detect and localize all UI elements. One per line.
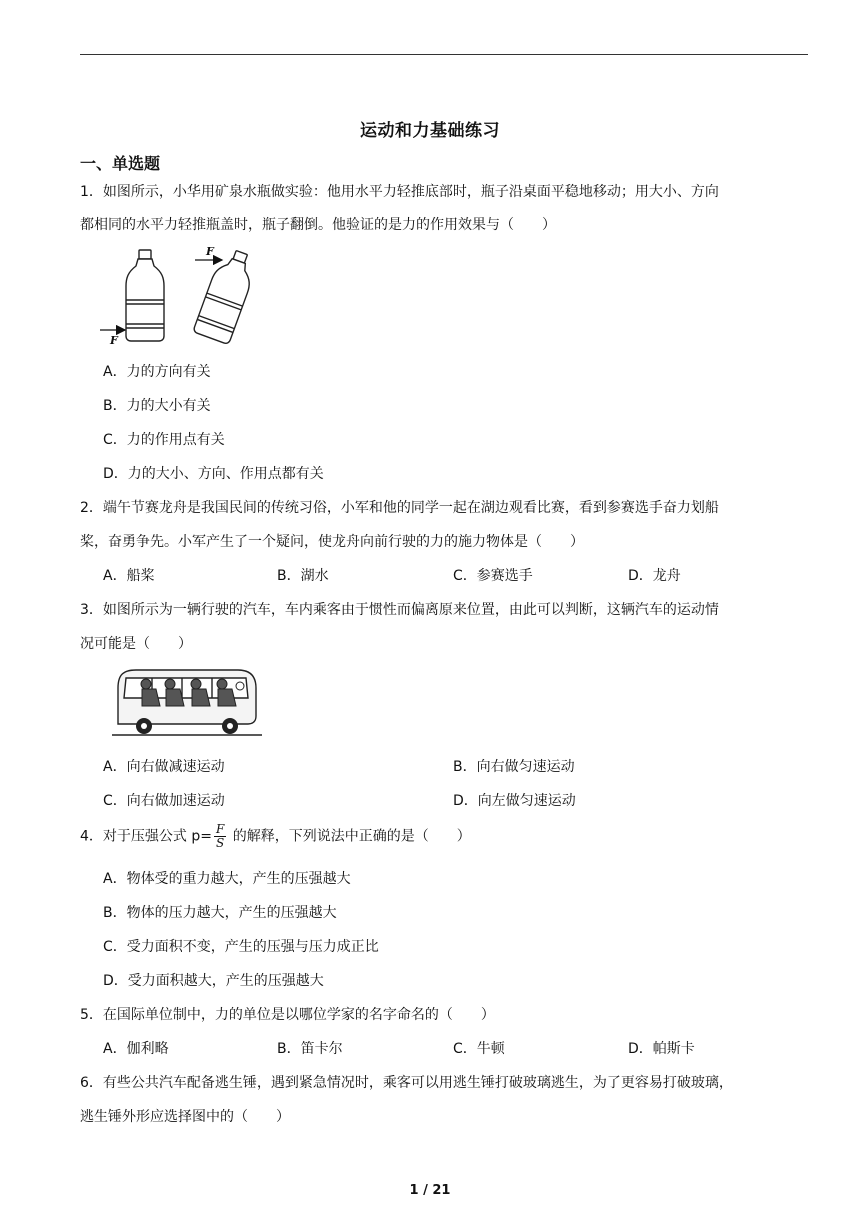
- q2-option-a: A．船桨: [103, 568, 155, 584]
- pressure-formula-fraction: [214, 823, 226, 850]
- q4-text-prefix: 4．对于压强公式 p=: [80, 828, 212, 845]
- q5-option-c: C．牛顿: [453, 1041, 505, 1057]
- q4-text-suffix: 的解释，下列说法中正确的是（ ）: [228, 828, 471, 845]
- q6-text-line2: 逃生锤外形应选择图中的（ ）: [80, 1109, 290, 1125]
- q4-option-c: C．受力面积不变，产生的压强与压力成正比: [103, 939, 379, 955]
- fraction-denominator: S: [216, 836, 225, 850]
- q3-bus-figure: [112, 664, 262, 738]
- q1-option-a: A．力的方向有关: [103, 364, 211, 380]
- q1-text-line2: 都相同的水平力轻推瓶盖时，瓶子翻倒。他验证的是力的作用效果与（ ）: [80, 217, 556, 233]
- section-heading: 一、单选题: [80, 154, 161, 173]
- q2-text-line2: 桨，奋勇争先。小军产生了一个疑问，使龙舟向前行驶的力的施力物体是（ ）: [80, 534, 584, 550]
- q4-option-a: A．物体受的重力越大，产生的压强越大: [103, 871, 351, 887]
- q1-option-c: C．力的作用点有关: [103, 432, 225, 448]
- q1-bottle-figure: [98, 244, 258, 348]
- q1-option-d: D．力的大小、方向、作用点都有关: [103, 466, 324, 482]
- q3-option-a: A．向右做减速运动: [103, 759, 225, 775]
- q3-text-line1: 3．如图所示为一辆行驶的汽车，车内乘客由于惯性而偏离原来位置，由此可以判断，这辆汽车的运动情: [80, 602, 719, 618]
- tilted-bottle-shape: [193, 246, 258, 345]
- upright-bottle-shape: [126, 250, 164, 341]
- fraction-numerator: F: [215, 822, 225, 836]
- q4-option-b: B．物体的压力越大，产生的压强越大: [103, 905, 337, 921]
- q4-text: [80, 823, 810, 850]
- q3-option-b: B．向右做匀速运动: [453, 759, 575, 775]
- q6-text-line1: 6．有些公共汽车配备逃生锤，遇到紧急情况时，乘客可以用逃生锤打破玻璃逃生，为了更容易打破玻璃，: [80, 1075, 733, 1091]
- page-number: 1 / 21: [409, 1183, 451, 1198]
- q3-option-d: D．向左做匀速运动: [453, 793, 576, 809]
- q5-text: 5．在国际单位制中，力的单位是以哪位学家的名字命名的（ ）: [80, 1007, 495, 1023]
- q5-option-a: A．伽利略: [103, 1041, 169, 1057]
- q3-option-c: C．向右做加速运动: [103, 793, 225, 809]
- q4-option-d: D．受力面积越大，产生的压强越大: [103, 973, 324, 989]
- q3-text-line2: 况可能是（ ）: [80, 636, 192, 652]
- q2-option-c: C．参赛选手: [453, 568, 533, 584]
- header-rule: [80, 54, 808, 55]
- bottom-force-label: F: [110, 334, 118, 347]
- page-title: 运动和力基础练习: [360, 121, 500, 141]
- q1-option-b: B．力的大小有关: [103, 398, 211, 414]
- q2-text-line1: 2．端午节赛龙舟是我国民间的传统习俗，小军和他的同学一起在湖边观看比赛，看到参赛选手奋力划船: [80, 500, 719, 516]
- q2-option-b: B．湖水: [277, 568, 329, 584]
- q5-option-b: B．笛卡尔: [277, 1041, 343, 1057]
- q2-option-d: D．龙舟: [628, 568, 681, 584]
- q5-option-d: D．帕斯卡: [628, 1041, 695, 1057]
- q1-text-line1: 1．如图所示，小华用矿泉水瓶做实验：他用水平力轻推底部时，瓶子沿桌面平稳地移动；用大小、方向: [80, 184, 719, 200]
- top-force-label: F: [206, 245, 214, 258]
